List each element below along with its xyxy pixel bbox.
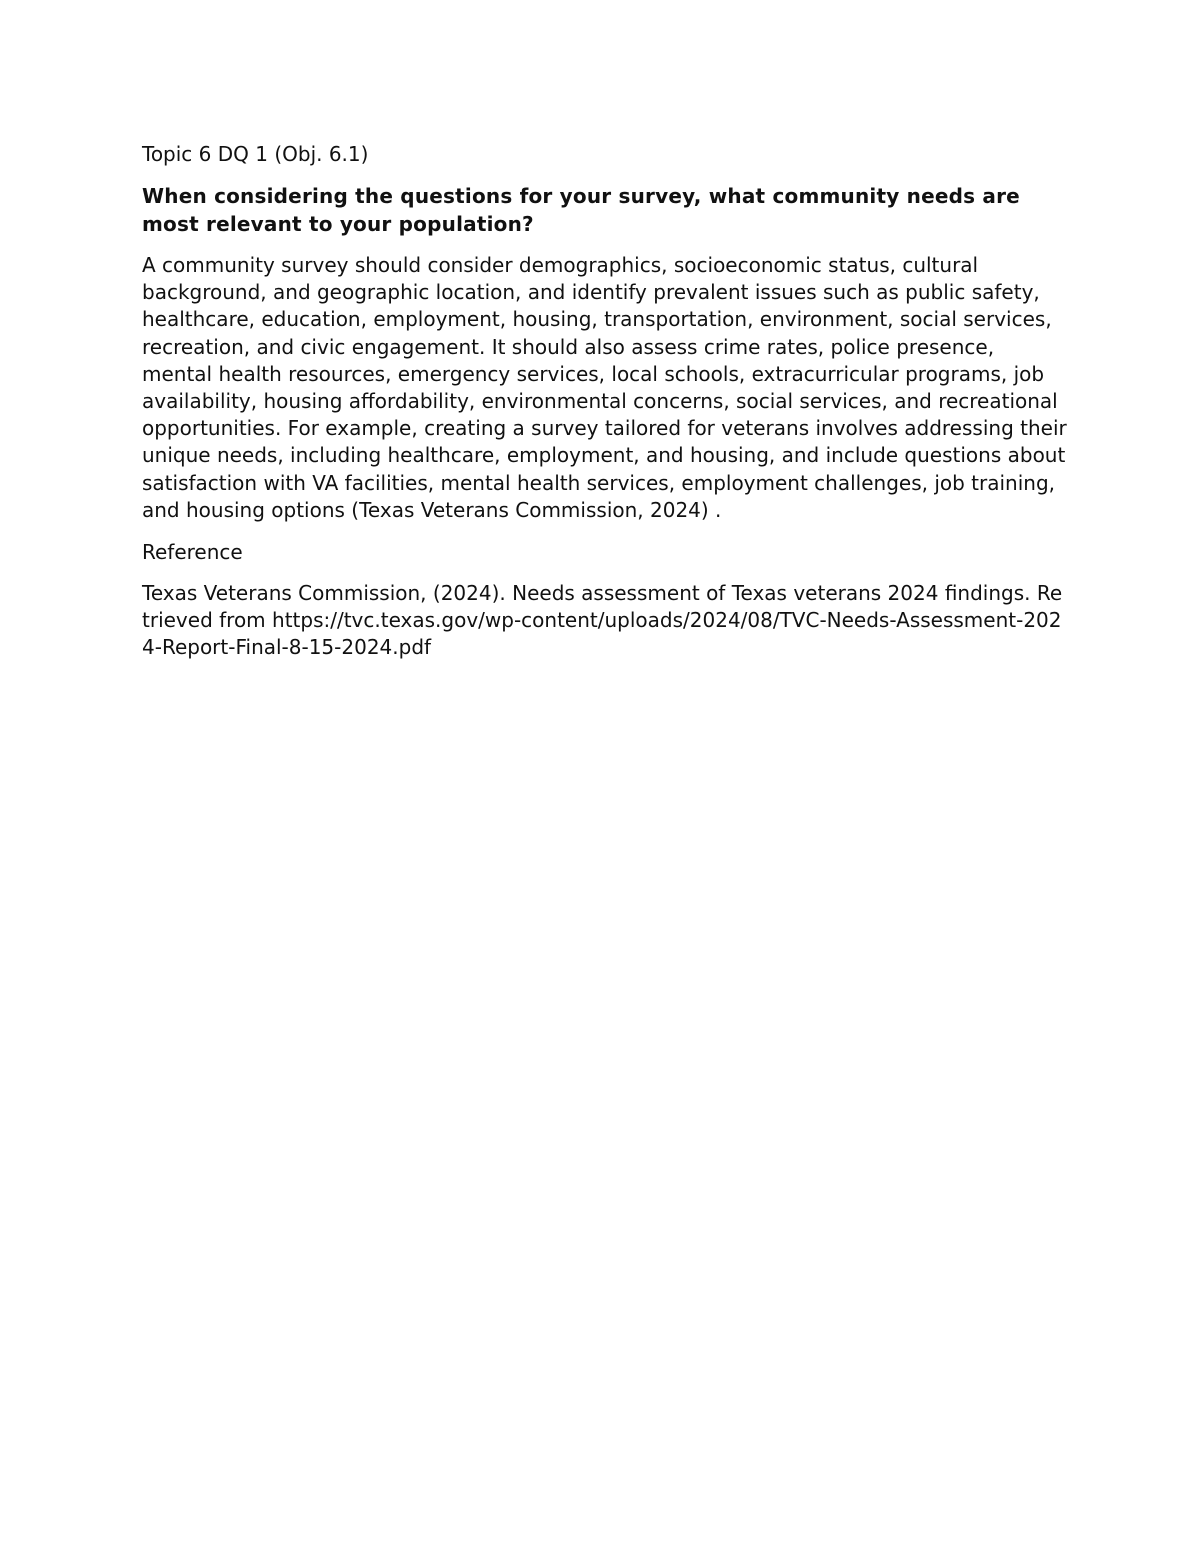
response-paragraph: A community survey should consider demographics, socioeconomic status, cultural background, and geographic location, and identify prevalent issues such as public safety, healthcare, education, employment, housing, transportation, environment, social services, recreation, and civic engagement. It should also assess crime rates, police presence, mental health resources, emergency services, local schools, extracurricular programs, job availability, housing affordability, environmental concerns, social services, and recreational opportunities. For example, creating a survey tailored for veterans involves addressing their unique needs, including healthcare, employment, and housing, and include questions about satisfaction with VA facilities, mental health services, employment challenges, job training, and housing options (Texas Veterans Commission, 2024) . <box>142 253 1067 522</box>
document-title: Topic 6 DQ 1 (Obj. 6.1) <box>142 142 369 166</box>
discussion-question: When considering the questions for your survey, what community needs are most relevant to your population? <box>142 184 1020 236</box>
reference-heading: Reference <box>142 540 243 565</box>
document-page <box>142 140 1067 662</box>
reference-citation: Texas Veterans Commission, (2024). Needs assessment of Texas veterans 2024 findings. Retrieved from https://tvc.texas.gov/wp-content/uploads/2024/08/TVC-Needs-Assessment-2024-Report-Final-8-15-2024.pdf <box>142 581 1063 660</box>
